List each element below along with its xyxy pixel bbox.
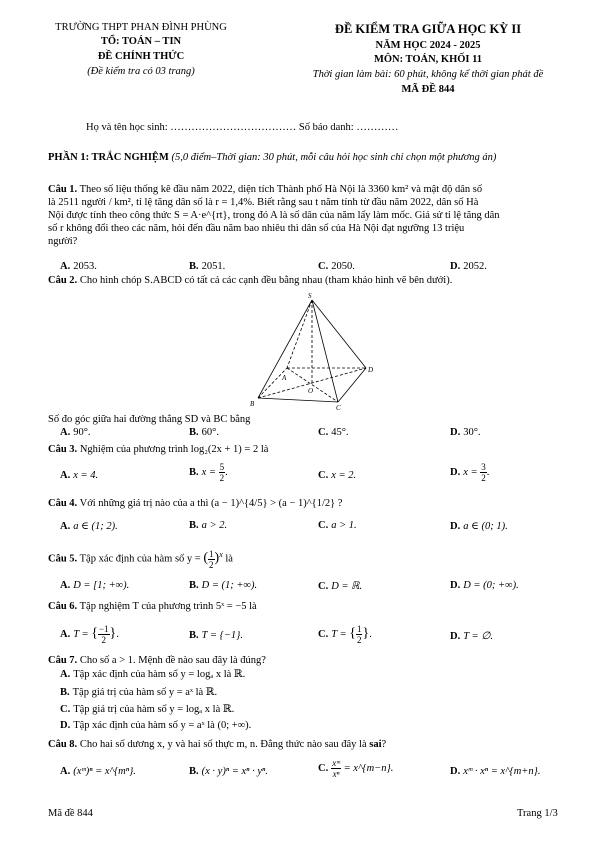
question-4: [48, 497, 558, 510]
department: TỔ: TOÁN – TIN: [100, 36, 182, 47]
q1-option-c[interactable]: C. 2050.: [318, 261, 355, 272]
question-1-line1: Theo số liệu thống kê đầu năm 2022, diện tích Thành phố Hà Nội là 3360 km² và mật độ dân số: [79, 184, 483, 195]
q3-option-c[interactable]: C. x = 2.: [318, 470, 357, 481]
question-8-text: Cho hai số dương x, y và hai số thực m, n. Đẳng thức nào sau đây là: [79, 739, 367, 750]
q3-option-b[interactable]: B. x = $\frac{5}{2}$ .: [189, 462, 228, 483]
question-1: [48, 183, 558, 248]
q5-option-c[interactable]: C. D = ℝ.: [318, 581, 363, 592]
time-note: Thời gian làm bài: 60 phút, không kể thời gian phát đề: [312, 69, 544, 80]
q6-option-c[interactable]: C. T = { $\frac{1}{2}$ }.: [318, 624, 372, 645]
question-8-emphasis: sai: [369, 739, 382, 750]
question-2: [48, 274, 558, 287]
q1-option-a[interactable]: A. 2053.: [60, 261, 97, 272]
official-label: ĐỀ CHÍNH THỨC: [97, 51, 185, 62]
question-7-text: Cho số a > 1. Mệnh đề nào sau đây là đúng?: [79, 655, 266, 666]
question-4-text: Với những giá trị nào của a thì (a − 1)^{4/5} > (a − 1)^{1/2} ?: [79, 498, 343, 509]
q1-option-d[interactable]: D. 2052.: [450, 261, 487, 272]
vertex-d-label: D: [368, 366, 374, 374]
q4-option-a[interactable]: A. a ∈ (1; 2).: [60, 521, 118, 532]
pyramid-figure: [240, 290, 390, 410]
vertex-b-label: B: [250, 400, 255, 408]
vertex-a-label: A: [282, 374, 287, 382]
exam-title: ĐỀ KIỂM TRA GIỮA HỌC KỲ II: [334, 22, 522, 36]
part1-heading: [48, 152, 496, 163]
question-2-prompt: Số đo góc giữa hai đường thẳng SD và BC bằng: [48, 414, 251, 425]
q2-option-b[interactable]: B. 60°.: [189, 427, 219, 438]
q3-option-d[interactable]: D. x = $\frac{3}{2}$ .: [450, 462, 490, 483]
question-5-text: Tập xác định của hàm số y =: [79, 553, 201, 565]
question-1-line3: Nội được tính theo công thức S = A·e^{rt}, trong đó A là số dân của năm lấy làm mốc. Giả sử tỉ lệ tăng dân: [48, 210, 500, 221]
q8-option-b[interactable]: B. (x · y)ⁿ = xⁿ · yⁿ.: [189, 766, 268, 777]
footer-page-number: Trang 1/3: [517, 808, 558, 819]
footer-exam-code: Mã đề 844: [48, 808, 93, 819]
question-3-label: Câu 3.: [48, 444, 78, 455]
question-2-text: Cho hình chóp S.ABCD có tất cả các cạnh đều bằng nhau (tham khảo hình vẽ bên dưới).: [79, 275, 453, 286]
q7-option-c[interactable]: C. Tập giá trị của hàm số y = logₐ x là ℝ.: [60, 704, 235, 715]
q7-option-b[interactable]: B. Tập giá trị của hàm số y = aˣ là ℝ.: [60, 687, 218, 698]
q3-option-a[interactable]: A. x = 4.: [60, 470, 99, 481]
q8-option-d[interactable]: D. xᵐ · xⁿ = x^{m+n}.: [450, 766, 541, 777]
q8-option-a[interactable]: A. (xᵐ)ⁿ = x^{mⁿ}.: [60, 766, 136, 777]
q2-option-d[interactable]: D. 30°.: [450, 427, 481, 438]
question-1-label: Câu 1.: [48, 184, 78, 195]
q6-option-b[interactable]: B. T = {−1}.: [189, 630, 243, 641]
question-1-line4: số r không đổi theo các năm, hỏi đến đầu năm bao nhiêu thì dân số của Hà Nội đạt ngưỡng 13 triệu: [48, 223, 465, 234]
question-2-label: Câu 2.: [48, 275, 78, 286]
center-o-label: O: [308, 387, 314, 395]
pages-note: (Đề kiểm tra có 03 trang): [87, 66, 195, 77]
question-8: Câu 8. Cho hai số dương x, y và hai số thực m, n. Đẳng thức nào sau đây là sai?: [48, 739, 387, 750]
question-8-label: Câu 8.: [48, 739, 78, 750]
question-6-text: Tập nghiệm T của phương trình 5ˣ = −5 là: [79, 601, 257, 612]
school-year: NĂM HỌC 2024 - 2025: [375, 40, 481, 51]
q6-option-a[interactable]: A. T = { $\frac{-1}{2}$ }.: [60, 624, 119, 645]
question-6-label: Câu 6.: [48, 601, 78, 612]
question-5: Câu 5. Tập xác định của hàm số y = ( $\frac{1}{2}$ )$^x$ là: [48, 548, 233, 570]
question-4-label: Câu 4.: [48, 498, 78, 509]
exam-code: MÃ ĐỀ 844: [401, 84, 455, 95]
q6-option-d[interactable]: D. T = ∅.: [450, 631, 493, 642]
q7-option-a[interactable]: A. Tập xác định của hàm số y = logₐ x là ℝ.: [60, 669, 246, 680]
student-info-line: Họ và tên học sinh: ……………………………… Số báo danh: …………: [86, 122, 399, 133]
question-3: [48, 443, 558, 456]
q4-option-d[interactable]: D. a ∈ (0; 1).: [450, 521, 508, 532]
vertex-s-label: S: [308, 292, 312, 300]
vertex-c-label: C: [336, 404, 341, 410]
part1-note: (5,0 điểm–Thời gian: 30 phút, mỗi câu hỏi học sinh chỉ chọn một phương án): [171, 152, 497, 163]
question-5-label: Câu 5.: [48, 553, 78, 565]
question-1-line2: là 2511 người / km², tỉ lệ tăng dân số là r = 1,4%. Biết rằng sau t năm tính từ đầu năm 2022, dân số Hà: [48, 197, 479, 208]
q8-option-c[interactable]: C. $\frac{\text{xᵐ}}{\text{xⁿ}}$ = x^{m−n}.: [318, 758, 394, 779]
q4-option-b[interactable]: B. a > 2.: [189, 520, 228, 531]
subject: MÔN: TOÁN, KHỐI 11: [373, 54, 483, 65]
q1-option-b[interactable]: B. 2051.: [189, 261, 226, 272]
question-6: [48, 600, 558, 613]
q4-option-c[interactable]: C. a > 1.: [318, 520, 357, 531]
q5-option-b[interactable]: B. D = (1; +∞).: [189, 580, 258, 591]
q2-option-c[interactable]: C. 45°.: [318, 427, 349, 438]
question-7: [48, 654, 558, 667]
question-7-label: Câu 7.: [48, 655, 78, 666]
question-3-text: Nghiệm của phương trình log₂(2x + 1) = 2 là: [79, 444, 269, 455]
part1-title: PHẦN 1: TRẮC NGHIỆM: [48, 152, 169, 163]
question-5-text-post: là: [225, 553, 233, 565]
question-1-line5: người?: [48, 236, 78, 247]
q2-option-a[interactable]: A. 90°.: [60, 427, 91, 438]
q5-option-a[interactable]: A. D = [1; +∞).: [60, 580, 130, 591]
school-name: TRƯỜNG THPT PHAN ĐÌNH PHÙNG: [55, 22, 227, 33]
q5-option-d[interactable]: D. D = (0; +∞).: [450, 580, 519, 591]
q7-option-d[interactable]: D. Tập xác định của hàm số y = aˣ là (0; +∞).: [60, 720, 252, 731]
